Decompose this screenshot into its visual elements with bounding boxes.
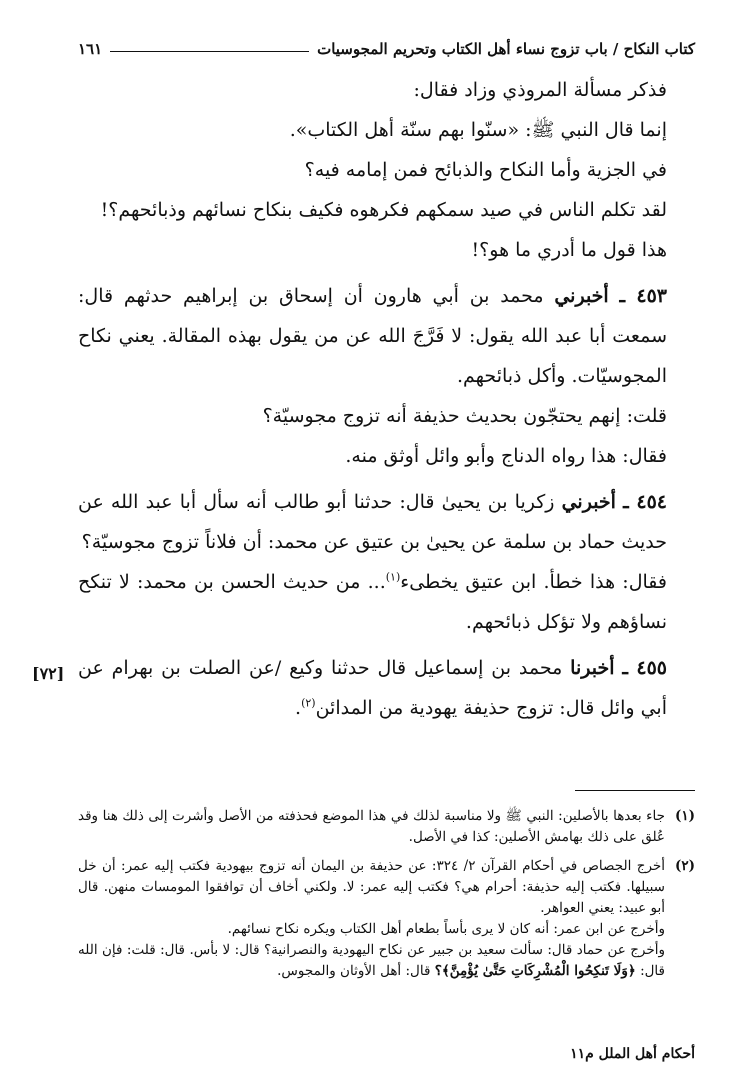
footnote-segment: وأخرج عن حماد قال: سألت سعيد بن جبير عن نكاح اليهودية والنصرانية؟ قال: لا بأس. قال: قلت: فإن الله قال: bbox=[78, 942, 665, 979]
running-title: كتاب النكاح / باب تزوج نساء أهل الكتاب وتحريم المجوسيات bbox=[317, 40, 695, 58]
narration-number: ٤٥٤ ـ bbox=[623, 491, 667, 513]
footnote-text: أخرج الجصاص في أحكام القرآن ٢/ ٣٢٤: عن حذيفة بن اليمان أنه تزوج بيهودية فكتب إليه عمر: أن خل سبيلها. فكتب إليه حذيفة: أحرام هي؟ فكتب إليه عمر: لا. ولكني أخاف أن توافقوا المومسات منهن. قال أبو عبيد: يعني العواهر. bbox=[78, 858, 665, 916]
footnote-text: جاء بعدها بالأصلين: النبي ﷺ ولا مناسبة لذلك في هذا الموضع فحذفته من الأصل وأشرت إلى ذلك هنا وقد عُلق على ذلك بهامش الأصلين: كذا في الأصل. bbox=[78, 808, 665, 845]
narration-lead: أخبرني bbox=[561, 491, 616, 513]
signature-mark: أحكام أهل الملل م١١ bbox=[570, 1046, 695, 1062]
page-header bbox=[78, 34, 695, 58]
page-number: ١٦١ bbox=[78, 40, 103, 58]
narration-455 bbox=[78, 648, 695, 728]
text-line: إنما قال النبي ﷺ: «سنّوا بهم سنّة أهل الكتاب». bbox=[289, 119, 667, 141]
quran-verse: ﴿وَلَا تَنكِحُوا الْمُشْرِكَاتِ حَتَّىٰ يُؤْمِنَّ﴾؟ bbox=[434, 963, 636, 979]
header-rule bbox=[110, 51, 309, 52]
footnote-ref-2[interactable]: (٢) bbox=[301, 696, 316, 710]
narration-text: محمد بن إسماعيل قال حدثنا وكيع /عن الصلت بن بهرام عن أبي وائل قال: تزوج حذيفة يهودية من المدائن bbox=[78, 657, 667, 719]
footnote-ref-1[interactable]: (١) bbox=[385, 570, 401, 584]
narration-number: ٤٥٣ ـ bbox=[619, 285, 667, 307]
footnote-text: وأخرج عن ابن عمر: أنه كان لا يرى بأساً بطعام أهل الكتاب ويكره نكاح نسائهم. bbox=[227, 921, 665, 937]
narration-lead: أخبرني bbox=[554, 285, 609, 307]
narration-text: محمد بن أبي هارون أن إسحاق بن إبراهيم حدثهم قال: سمعت أبا عبد الله يقول: لا فَرَّجَ الله عن من يقول بهذه المقالة. يعني نكاح المجوسيّات. وأكل ذبائحهم. bbox=[78, 285, 667, 387]
main-text bbox=[78, 70, 695, 728]
manuscript-page-marker: [٧٢] bbox=[32, 664, 65, 683]
text-line: هذا قول ما أدري ما هو؟! bbox=[471, 239, 667, 261]
narration-end: . bbox=[295, 697, 302, 719]
answer-line: فقال: هذا رواه الدناج وأبو وائل أوثق منه. bbox=[345, 445, 667, 467]
question-line: قلت: إنهم يحتجّون بحديث حذيفة أنه تزوج مجوسيّة؟ bbox=[262, 405, 667, 427]
text-line: فذكر مسألة المروذي وزاد فقال: bbox=[413, 79, 667, 101]
text-line: لقد تكلم الناس في صيد سمكهم فكرهوه فكيف بنكاح نسائهم وذبائحهم؟! bbox=[100, 199, 667, 221]
footnotes bbox=[78, 806, 695, 982]
footnote-2 bbox=[78, 856, 695, 982]
footnote-text bbox=[78, 940, 665, 982]
text-line: في الجزية وأما النكاح والذبائح فمن إمامه فيه؟ bbox=[304, 159, 667, 181]
footnote-number: (٢) bbox=[674, 858, 695, 874]
footnote-body bbox=[78, 856, 665, 982]
narration-text: زكريا بن يحيىٰ قال: حدثنا أبو طالب أنه سأل أبا عبد الله عن حديث حماد بن سلمة عن يحيىٰ بن عتيق عن محمد: أن فلاناً تزوج مجوسيّة؟ bbox=[78, 491, 667, 553]
footnote-number: (١) bbox=[674, 808, 695, 824]
answer-text: فقال: هذا خطأ. ابن عتيق يخطىء bbox=[400, 571, 667, 593]
footnote-segment: قال: أهل الأوثان والمجوس. bbox=[277, 963, 431, 979]
narration-lead: أخبرنا bbox=[570, 657, 615, 679]
answer-text: ... من حديث الحسن بن محمد: لا تنكح نساؤهم ولا تؤكل ذبائحهم. bbox=[78, 571, 667, 633]
narration-number: ٤٥٥ ـ bbox=[622, 657, 668, 679]
footnote-divider bbox=[575, 790, 695, 791]
answer-line bbox=[78, 562, 695, 642]
narration-453 bbox=[78, 276, 695, 396]
footnote-1 bbox=[78, 806, 695, 848]
narration-454 bbox=[78, 482, 695, 562]
